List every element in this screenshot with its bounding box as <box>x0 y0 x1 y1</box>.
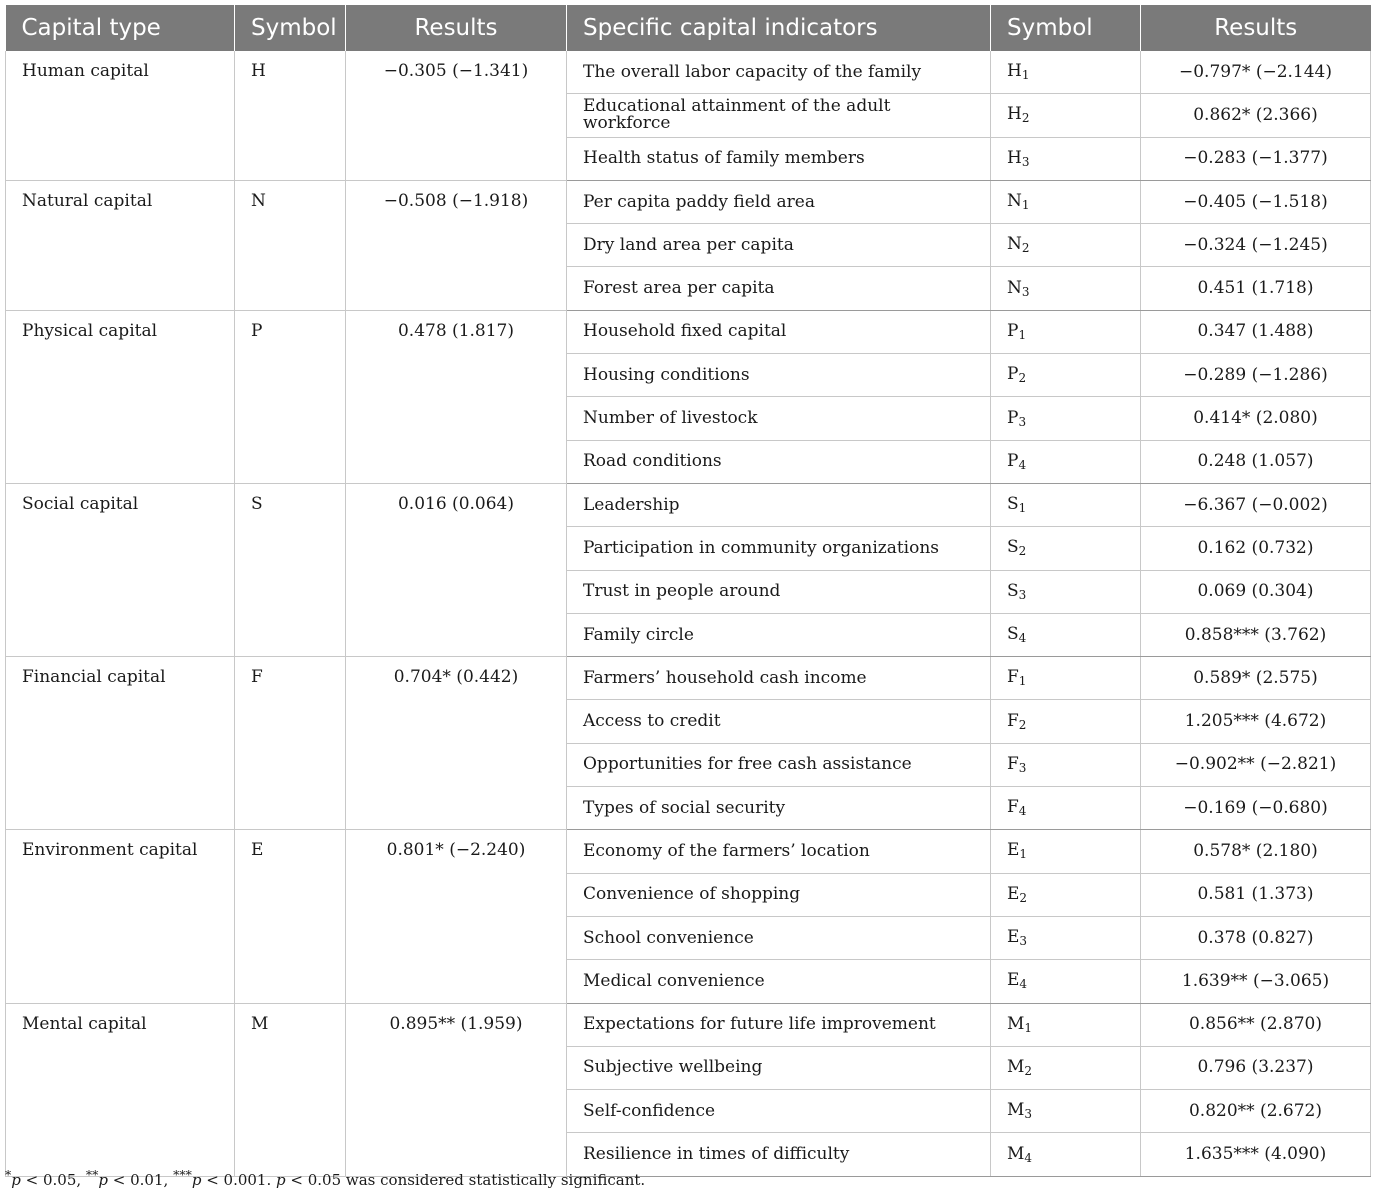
indicator-symbol-cell <box>991 397 1141 440</box>
footnote-p-2: p <box>98 1171 109 1189</box>
indicator-symbol-subscript: 2 <box>1021 241 1030 256</box>
indicator-symbol-subscript: 3 <box>1021 154 1030 169</box>
indicator-result-cell: 0.451 (1.718) <box>1141 267 1371 310</box>
capital-result-cell: −0.508 (−1.918) <box>346 180 567 310</box>
indicator-symbol-letter: F <box>1007 710 1019 731</box>
indicator-symbol-subscript: 2 <box>1018 544 1027 559</box>
indicator-symbol-subscript: 4 <box>1018 804 1027 819</box>
table-row <box>6 51 1371 94</box>
header-row <box>6 5 1371 51</box>
header-specific-indicators: Specific capital indicators <box>567 5 991 51</box>
table-container <box>5 5 1370 1177</box>
indicator-symbol-letter: P <box>1007 320 1019 341</box>
capital-result-cell: 0.016 (0.064) <box>346 483 567 656</box>
table-row <box>6 1003 1371 1046</box>
footnote-text-1: < 0.05, <box>20 1171 86 1189</box>
header-capital-type: Capital type <box>6 5 235 51</box>
indicator-result-cell: −0.902** (−2.821) <box>1141 743 1371 786</box>
indicator-result-cell: −0.169 (−0.680) <box>1141 787 1371 830</box>
indicator-symbol-letter: N <box>1007 277 1022 298</box>
capital-symbol-cell: S <box>235 483 346 656</box>
indicator-symbol-cell <box>991 700 1141 743</box>
indicator-result-cell: 0.248 (1.057) <box>1141 440 1371 483</box>
capital-result-cell: 0.895** (1.959) <box>346 1003 567 1176</box>
indicator-name-cell: Road conditions <box>567 440 991 483</box>
indicator-symbol-letter: E <box>1007 927 1020 948</box>
indicator-symbol-letter: F <box>1007 753 1019 774</box>
indicator-symbol-subscript: 4 <box>1019 977 1028 992</box>
footnote-text-3: < 0.001. <box>201 1171 277 1189</box>
indicator-symbol-letter: P <box>1007 407 1019 428</box>
indicator-symbol-subscript: 2 <box>1019 890 1028 905</box>
table-row <box>6 180 1371 223</box>
indicator-symbol-cell <box>991 354 1141 397</box>
indicator-result-cell: −0.405 (−1.518) <box>1141 180 1371 223</box>
indicator-symbol-letter: E <box>1007 840 1020 861</box>
indicator-name-cell: School convenience <box>567 916 991 959</box>
table-body <box>6 51 1371 1176</box>
capital-symbol-cell: N <box>235 180 346 310</box>
indicator-symbol-letter: M <box>1007 1013 1025 1034</box>
indicator-symbol-letter: H <box>1007 104 1022 125</box>
capital-symbol-cell: F <box>235 657 346 830</box>
indicator-name-cell: Housing conditions <box>567 354 991 397</box>
indicator-name-cell: Types of social security <box>567 787 991 830</box>
indicator-name-cell: Leadership <box>567 483 991 526</box>
indicator-symbol-letter: S <box>1007 580 1019 601</box>
indicator-name-cell: Participation in community organizations <box>567 527 991 570</box>
header-indicator-results: Results <box>1141 5 1371 51</box>
capital-type-cell: Social capital <box>6 483 235 656</box>
indicator-symbol-cell <box>991 180 1141 223</box>
capital-symbol-cell: H <box>235 51 346 180</box>
capital-result-cell: 0.801* (−2.240) <box>346 830 567 1003</box>
indicator-symbol-cell <box>991 1133 1141 1176</box>
indicator-symbol-letter: S <box>1007 494 1019 515</box>
indicator-name-cell: Economy of the farmers’ location <box>567 830 991 873</box>
indicator-name-cell: Dry land area per capita <box>567 224 991 267</box>
indicator-symbol-letter: E <box>1007 970 1020 991</box>
indicator-symbol-letter: P <box>1007 450 1019 471</box>
indicator-symbol-letter: M <box>1007 1100 1025 1121</box>
indicator-symbol-cell <box>991 224 1141 267</box>
indicator-name-cell: Opportunities for free cash assistance <box>567 743 991 786</box>
indicator-symbol-cell <box>991 94 1141 137</box>
indicator-name-cell: Resilience in times of difficulty <box>567 1133 991 1176</box>
indicator-symbol-cell <box>991 440 1141 483</box>
table-row <box>6 830 1371 873</box>
indicator-symbol-cell <box>991 916 1141 959</box>
indicator-name-cell: Access to credit <box>567 700 991 743</box>
footnote-marker-1: * <box>5 1167 12 1182</box>
indicator-symbol-letter: M <box>1007 1143 1025 1164</box>
header-indicator-symbol: Symbol <box>991 5 1141 51</box>
header-results: Results <box>346 5 567 51</box>
header-symbol: Symbol <box>235 5 346 51</box>
table-row <box>6 483 1371 526</box>
footnote-marker-3: *** <box>173 1167 192 1182</box>
indicator-result-cell: 0.414* (2.080) <box>1141 397 1371 440</box>
indicator-name-cell: Family circle <box>567 613 991 656</box>
indicator-symbol-letter: P <box>1007 364 1019 385</box>
indicator-result-cell: 0.858*** (3.762) <box>1141 613 1371 656</box>
indicator-name-cell: Trust in people around <box>567 570 991 613</box>
capital-result-cell: 0.478 (1.817) <box>346 310 567 483</box>
capital-type-cell: Natural capital <box>6 180 235 310</box>
indicator-symbol-cell <box>991 1003 1141 1046</box>
indicator-result-cell: 1.205*** (4.672) <box>1141 700 1371 743</box>
indicator-symbol-cell <box>991 787 1141 830</box>
capital-type-cell: Environment capital <box>6 830 235 1003</box>
indicator-symbol-letter: N <box>1007 234 1022 255</box>
indicator-name-cell: Forest area per capita <box>567 267 991 310</box>
indicator-result-cell: 1.639** (−3.065) <box>1141 960 1371 1003</box>
indicator-symbol-subscript: 3 <box>1018 760 1027 775</box>
indicator-name-cell: Medical convenience <box>567 960 991 1003</box>
indicator-symbol-cell <box>991 483 1141 526</box>
indicator-symbol-letter: H <box>1007 61 1022 82</box>
indicator-name-cell: Subjective wellbeing <box>567 1046 991 1089</box>
footnote-p-3: p <box>191 1171 202 1189</box>
indicator-name-cell: The overall labor capacity of the family <box>567 51 991 94</box>
indicator-symbol-subscript: 3 <box>1021 284 1030 299</box>
indicator-symbol-cell <box>991 1046 1141 1089</box>
table-row <box>6 657 1371 700</box>
indicator-result-cell: 0.589* (2.575) <box>1141 657 1371 700</box>
indicator-symbol-cell <box>991 657 1141 700</box>
indicator-symbol-subscript: 1 <box>1018 674 1027 689</box>
indicator-symbol-subscript: 3 <box>1018 414 1027 429</box>
indicator-symbol-subscript: 2 <box>1024 1063 1033 1078</box>
indicator-symbol-cell <box>991 51 1141 94</box>
capital-type-cell: Mental capital <box>6 1003 235 1176</box>
capital-symbol-cell: M <box>235 1003 346 1176</box>
indicator-symbol-letter: N <box>1007 191 1022 212</box>
indicator-symbol-cell <box>991 1090 1141 1133</box>
indicator-symbol-subscript: 3 <box>1019 934 1028 949</box>
indicator-symbol-subscript: 3 <box>1018 587 1027 602</box>
indicator-symbol-subscript: 1 <box>1024 1020 1033 1035</box>
indicator-symbol-subscript: 2 <box>1018 371 1027 386</box>
indicator-symbol-cell <box>991 960 1141 1003</box>
indicator-result-cell: 0.820** (2.672) <box>1141 1090 1371 1133</box>
indicator-symbol-subscript: 4 <box>1024 1150 1033 1165</box>
indicator-name-cell: Educational attainment of the adult workforce <box>567 94 991 137</box>
indicator-result-cell: 0.581 (1.373) <box>1141 873 1371 916</box>
indicator-symbol-letter: S <box>1007 624 1019 644</box>
indicator-result-cell: −0.283 (−1.377) <box>1141 137 1371 180</box>
indicator-result-cell: −0.797* (−2.144) <box>1141 51 1371 94</box>
indicator-symbol-subscript: 1 <box>1019 847 1028 862</box>
capital-result-cell: 0.704* (0.442) <box>346 657 567 830</box>
indicator-result-cell: 0.347 (1.488) <box>1141 310 1371 353</box>
indicator-name-cell: Expectations for future life improvement <box>567 1003 991 1046</box>
indicator-name-cell: Household fixed capital <box>567 310 991 353</box>
indicator-result-cell: 0.069 (0.304) <box>1141 570 1371 613</box>
indicator-result-cell: −6.367 (−0.002) <box>1141 483 1371 526</box>
table-row <box>6 310 1371 353</box>
indicator-result-cell: 1.635*** (4.090) <box>1141 1133 1371 1176</box>
indicator-symbol-letter: E <box>1007 883 1020 904</box>
indicator-symbol-letter: F <box>1007 667 1019 688</box>
indicator-name-cell: Number of livestock <box>567 397 991 440</box>
indicator-symbol-cell <box>991 613 1141 656</box>
footnote-marker-2: ** <box>85 1167 99 1182</box>
indicator-symbol-subscript: 2 <box>1018 717 1027 732</box>
footnote <box>5 1167 645 1189</box>
indicator-name-cell: Per capita paddy field area <box>567 180 991 223</box>
indicator-symbol-subscript: 3 <box>1024 1107 1033 1122</box>
indicator-symbol-cell <box>991 743 1141 786</box>
indicator-symbol-cell <box>991 310 1141 353</box>
capital-result-cell: −0.305 (−1.341) <box>346 51 567 180</box>
indicator-symbol-subscript: 4 <box>1018 457 1027 472</box>
indicator-result-cell: −0.324 (−1.245) <box>1141 224 1371 267</box>
indicator-symbol-subscript: 4 <box>1018 631 1027 645</box>
indicator-name-cell: Farmers’ household cash income <box>567 657 991 700</box>
indicator-name-cell: Health status of family members <box>567 137 991 180</box>
capital-type-cell: Physical capital <box>6 310 235 483</box>
indicator-symbol-letter: M <box>1007 1056 1025 1077</box>
indicator-symbol-cell <box>991 830 1141 873</box>
indicator-symbol-letter: H <box>1007 147 1022 168</box>
indicator-symbol-cell <box>991 527 1141 570</box>
indicator-result-cell: −0.289 (−1.286) <box>1141 354 1371 397</box>
capital-symbol-cell: P <box>235 310 346 483</box>
indicator-result-cell: 0.578* (2.180) <box>1141 830 1371 873</box>
indicator-result-cell: 0.856** (2.870) <box>1141 1003 1371 1046</box>
footnote-text-2: < 0.01, <box>108 1171 174 1189</box>
indicator-result-cell: 0.862* (2.366) <box>1141 94 1371 137</box>
indicator-symbol-letter: F <box>1007 797 1019 818</box>
indicator-symbol-subscript: 1 <box>1018 501 1027 516</box>
capital-type-cell: Human capital <box>6 51 235 180</box>
indicator-symbol-cell <box>991 873 1141 916</box>
capital-type-cell: Financial capital <box>6 657 235 830</box>
indicator-name-cell: Convenience of shopping <box>567 873 991 916</box>
indicator-symbol-subscript: 1 <box>1021 198 1030 213</box>
indicator-symbol-cell <box>991 267 1141 310</box>
footnote-p-4: p <box>276 1171 286 1189</box>
capital-symbol-cell: E <box>235 830 346 1003</box>
indicator-symbol-cell <box>991 137 1141 180</box>
footnote-p-1: p <box>11 1171 21 1189</box>
capital-results-table <box>5 5 1371 1177</box>
indicator-symbol-subscript: 2 <box>1021 111 1030 126</box>
indicator-name-cell: Self-confidence <box>567 1090 991 1133</box>
indicator-symbol-subscript: 1 <box>1018 327 1027 342</box>
indicator-result-cell: 0.162 (0.732) <box>1141 527 1371 570</box>
indicator-symbol-cell <box>991 570 1141 613</box>
indicator-result-cell: 0.796 (3.237) <box>1141 1046 1371 1089</box>
indicator-symbol-letter: S <box>1007 537 1019 558</box>
footnote-text-4: < 0.05 was considered statistically significant. <box>285 1171 646 1189</box>
indicator-symbol-subscript: 1 <box>1021 68 1030 83</box>
indicator-result-cell: 0.378 (0.827) <box>1141 916 1371 959</box>
